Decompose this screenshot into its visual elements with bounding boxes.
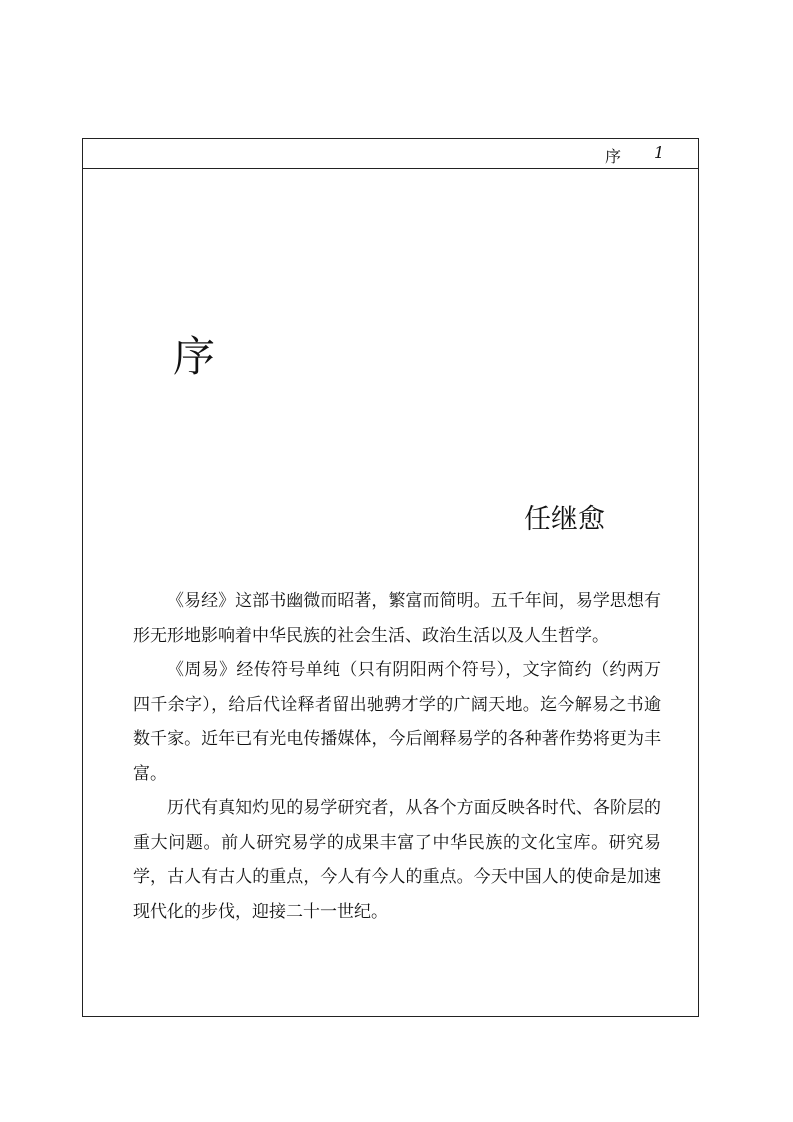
paragraph-3: 历代有真知灼见的易学研究者，从各个方面反映各时代、各阶层的重大问题。前人研究易学的成果丰富了中华民族的文化宝库。研究易学，古人有古人的重点，今人有今人的重点。今天中国人的使命是加速现代化的步伐，迎接二十一世纪。 [133,798,661,922]
author-name: 任继愈 [524,504,605,535]
page-frame [82,138,699,1017]
page-number: 1 [654,143,665,162]
paragraph-2: 《周易》经传符号单纯（只有阴阳两个符号），文字简约（约两万四千余字），给后代诠释者留出驰骋才学的广阔天地。迄今解易之书逾数千家。近年已有光电传播媒体，今后阐释易学的各种著作势将更为丰富。 [133,660,661,784]
chapter-title: 序 [173,332,216,381]
paragraph-1: 《易经》这部书幽微而昭著，繁富而简明。五千年间，易学思想有形无形地影响着中华民族的社会生活、政治生活以及人生哲学。 [133,591,661,646]
running-header [83,139,698,169]
header-title: 序 [605,147,622,166]
body-text [133,584,661,929]
